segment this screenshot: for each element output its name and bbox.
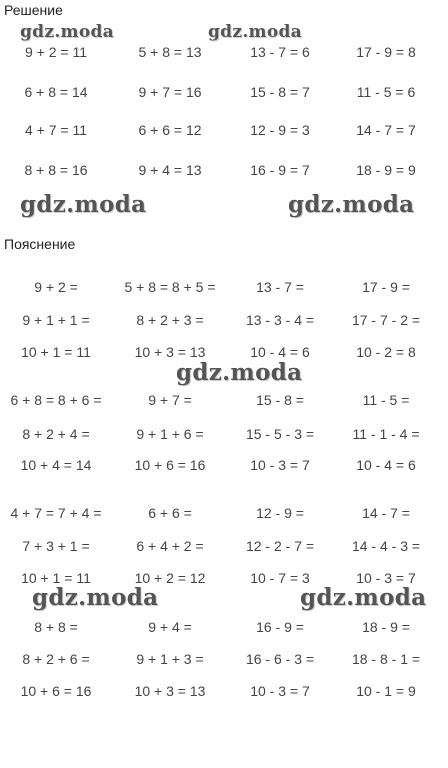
explanation-step-r5-c3: 15 - 5 - 3 = bbox=[245, 426, 315, 442]
explanation-step-r12-c1: 10 + 6 = 16 bbox=[20, 683, 92, 699]
explanation-step-r1-c4: 17 - 9 = bbox=[362, 279, 410, 295]
explanation-step-r8-c2: 6 + 4 + 2 = bbox=[136, 538, 204, 554]
explanation-step-r3-c4: 10 - 2 = 8 bbox=[356, 344, 416, 360]
explanation-step-r3-c3: 10 - 4 = 6 bbox=[250, 344, 310, 360]
solution-equation-r2-c3: 15 - 8 = 7 bbox=[250, 84, 310, 100]
explanation-step-r4-c4: 11 - 5 = bbox=[362, 392, 410, 408]
explanation-step-r10-c2: 9 + 4 = bbox=[148, 619, 192, 635]
explanation-step-r6-c2: 10 + 6 = 16 bbox=[134, 457, 206, 473]
explanation-step-r2-c3: 13 - 3 - 4 = bbox=[245, 312, 315, 328]
solution-equation-r3-c4: 14 - 7 = 7 bbox=[356, 122, 416, 138]
solution-equation-r1-c1: 9 + 2 = 11 bbox=[24, 44, 87, 60]
explanation-step-r9-c1: 10 + 1 = 11 bbox=[21, 570, 91, 586]
explanation-step-r1-c1: 9 + 2 = bbox=[34, 279, 78, 295]
explanation-step-r11-c1: 8 + 2 + 6 = bbox=[22, 651, 90, 667]
explanation-step-r7-c3: 12 - 9 = bbox=[256, 505, 304, 521]
explanation-step-r11-c2: 9 + 1 + 3 = bbox=[136, 651, 204, 667]
explanation-step-r2-c4: 17 - 7 - 2 = bbox=[351, 312, 421, 328]
explanation-step-r3-c1: 10 + 1 = 11 bbox=[21, 344, 91, 360]
explanation-step-r12-c3: 10 - 3 = 7 bbox=[250, 683, 310, 699]
solution-equation-r1-c2: 5 + 8 = 13 bbox=[138, 44, 202, 60]
solution-equation-r1-c4: 17 - 9 = 8 bbox=[356, 44, 416, 60]
watermark: gdz.moda bbox=[300, 584, 427, 611]
explanation-step-r8-c3: 12 - 2 - 7 = bbox=[245, 538, 315, 554]
explanation-step-r9-c2: 10 + 2 = 12 bbox=[134, 570, 206, 586]
explanation-step-r8-c1: 7 + 3 + 1 = bbox=[22, 538, 90, 554]
explanation-step-r2-c2: 8 + 2 + 3 = bbox=[136, 312, 204, 328]
watermark: gdz.moda bbox=[20, 191, 147, 218]
explanation-step-r1-c3: 13 - 7 = bbox=[256, 279, 304, 295]
explanation-step-r6-c4: 10 - 4 = 6 bbox=[356, 457, 416, 473]
watermark: gdz.moda bbox=[208, 22, 302, 42]
solution-equation-r3-c2: 6 + 6 = 12 bbox=[138, 122, 202, 138]
solution-equation-r4-c1: 8 + 8 = 16 bbox=[24, 162, 88, 178]
explanation-step-r10-c4: 18 - 9 = bbox=[362, 619, 410, 635]
explanation-step-r12-c4: 10 - 1 = 9 bbox=[356, 683, 416, 699]
explanation-step-r3-c2: 10 + 3 = 13 bbox=[134, 344, 206, 360]
explanation-step-r5-c2: 9 + 1 + 6 = bbox=[136, 426, 204, 442]
solution-equation-r2-c1: 6 + 8 = 14 bbox=[24, 84, 88, 100]
solution-equation-r4-c4: 18 - 9 = 9 bbox=[356, 162, 416, 178]
explanation-step-r6-c1: 10 + 4 = 14 bbox=[20, 457, 92, 473]
explanation-step-r2-c1: 9 + 1 + 1 = bbox=[22, 312, 90, 328]
explanation-step-r9-c3: 10 - 7 = 3 bbox=[250, 570, 310, 586]
explanation-step-r7-c1: 4 + 7 = 7 + 4 = bbox=[10, 505, 102, 521]
watermark: gdz.moda bbox=[20, 22, 114, 42]
explanation-step-r1-c2: 5 + 8 = 8 + 5 = bbox=[124, 279, 216, 295]
explanation-step-r12-c2: 10 + 3 = 13 bbox=[134, 683, 206, 699]
explanation-step-r4-c3: 15 - 8 = bbox=[256, 392, 304, 408]
explanation-heading: Пояснение bbox=[4, 236, 76, 252]
solution-equation-r3-c3: 12 - 9 = 3 bbox=[250, 122, 310, 138]
solution-equation-r4-c3: 16 - 9 = 7 bbox=[250, 162, 310, 178]
watermark: gdz.moda bbox=[176, 359, 303, 386]
solution-equation-r3-c1: 4 + 7 = 11 bbox=[24, 122, 87, 138]
watermark: gdz.moda bbox=[288, 191, 415, 218]
explanation-step-r10-c3: 16 - 9 = bbox=[256, 619, 304, 635]
watermark: gdz.moda bbox=[32, 584, 159, 611]
explanation-step-r8-c4: 14 - 4 - 3 = bbox=[351, 538, 421, 554]
explanation-step-r5-c1: 8 + 2 + 4 = bbox=[22, 426, 90, 442]
solution-equation-r4-c2: 9 + 4 = 13 bbox=[138, 162, 202, 178]
explanation-step-r6-c3: 10 - 3 = 7 bbox=[250, 457, 310, 473]
explanation-step-r7-c2: 6 + 6 = bbox=[148, 505, 192, 521]
explanation-step-r7-c4: 14 - 7 = bbox=[362, 505, 410, 521]
explanation-step-r9-c4: 10 - 3 = 7 bbox=[356, 570, 416, 586]
solution-heading: Решение bbox=[4, 2, 63, 18]
explanation-step-r5-c4: 11 - 1 - 4 = bbox=[352, 426, 420, 442]
solution-equation-r2-c2: 9 + 7 = 16 bbox=[138, 84, 202, 100]
explanation-step-r4-c2: 9 + 7 = bbox=[148, 392, 192, 408]
explanation-step-r11-c4: 18 - 8 - 1 = bbox=[351, 651, 421, 667]
explanation-step-r10-c1: 8 + 8 = bbox=[34, 619, 78, 635]
explanation-step-r4-c1: 6 + 8 = 8 + 6 = bbox=[10, 392, 102, 408]
solution-equation-r2-c4: 11 - 5 = 6 bbox=[356, 84, 416, 100]
solution-equation-r1-c3: 13 - 7 = 6 bbox=[250, 44, 310, 60]
explanation-step-r11-c3: 16 - 6 - 3 = bbox=[245, 651, 315, 667]
